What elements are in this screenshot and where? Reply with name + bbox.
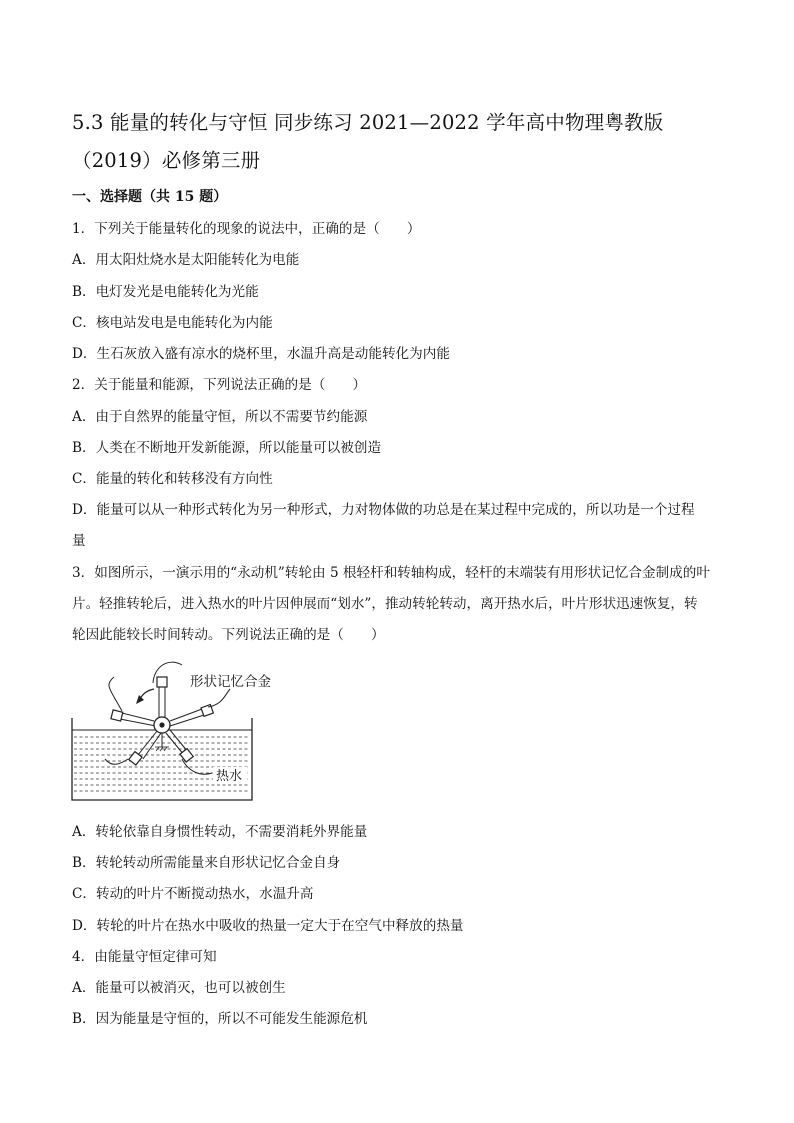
question-3-stem-line-2: 片。轻推转轮后，进入热水的叶片因伸展而“划水”，推动转轮转动，离开热水后，叶片形状迅速恢复，转: [72, 596, 698, 612]
question-3-option-b: B．转轮转动所需能量来自形状记忆合金自身: [72, 855, 341, 871]
question-2-option-c: C．能量的转化和转移没有方向性: [72, 471, 273, 487]
question-2-option-d-continued: 量: [72, 533, 86, 549]
question-1-option-b: B．电灯发光是电能转化为光能: [72, 284, 259, 300]
left-water-curve: [105, 759, 128, 764]
question-1-stem: 1．下列关于能量转化的现象的说法中，正确的是（ ）: [72, 221, 421, 237]
title-line-1: 5.3 能量的转化与守恒 同步练习 2021—2022 学年高中物理粤教版: [72, 111, 664, 134]
question-1-option-c: C．核电站发电是电能转化为内能: [72, 315, 273, 331]
question-3-option-c: C．转动的叶片不断搅动热水，水温升高: [72, 886, 314, 902]
alloy-label: 形状记忆合金: [190, 674, 271, 690]
question-1-option-d: D．生石灰放入盛有凉水的烧杯里，水温升高是动能转化为内能: [72, 346, 450, 362]
question-2-option-d: D．能量可以从一种形式转化为另一种形式，力对物体做的功总是在某过程中完成的，所以功是一个过程: [72, 502, 695, 518]
title-line-2: （2019）必修第三册: [72, 149, 261, 172]
wheel-diagram: [70, 655, 290, 805]
question-3-stem-line-3: 轮因此能较长时间转动。下列说法正确的是（ ）: [72, 627, 385, 643]
wheel-axle: [159, 722, 164, 727]
question-1-option-a: A．用太阳灶烧水是太阳能转化为电能: [72, 252, 300, 268]
document-title: [72, 104, 732, 180]
left-leader-line: [109, 677, 122, 711]
question-2-stem: 2．关于能量和能源，下列说法正确的是（ ）: [72, 377, 367, 393]
water-label: 热水: [216, 769, 243, 784]
question-3-stem-line-1: 3．如图所示，一演示用的“永动机”转轮由 5 根轻杆和转轴构成，轻杆的末端装有用形状记忆合金制成的叶: [72, 565, 710, 581]
question-2-option-b: B．人类在不断地开发新能源，所以能量可以被创造: [72, 440, 382, 456]
question-3-option-d: D．转轮的叶片在热水中吸收的热量一定大于在空气中释放的热量: [72, 918, 464, 934]
question-4-stem: 4．由能量守恒定律可知: [72, 949, 217, 965]
section-heading: 一、选择题（共 15 题）: [72, 189, 228, 205]
question-3-option-a: A．转轮依靠自身惯性转动，不需要消耗外界能量: [72, 824, 368, 840]
rotation-arrow: [140, 689, 154, 699]
rotation-arrowhead: [136, 695, 144, 704]
alloy-leader-line: [208, 689, 230, 707]
question-4-option-a: A．能量可以被消灭，也可以被创生: [72, 980, 286, 996]
question-2-option-a: A．由于自然界的能量守恒，所以不需要节约能源: [72, 409, 368, 425]
question-4-option-b: B．因为能量是守恒的，所以不可能发生能源危机: [72, 1011, 368, 1027]
perpetual-motion-wheel-figure: [70, 655, 290, 805]
